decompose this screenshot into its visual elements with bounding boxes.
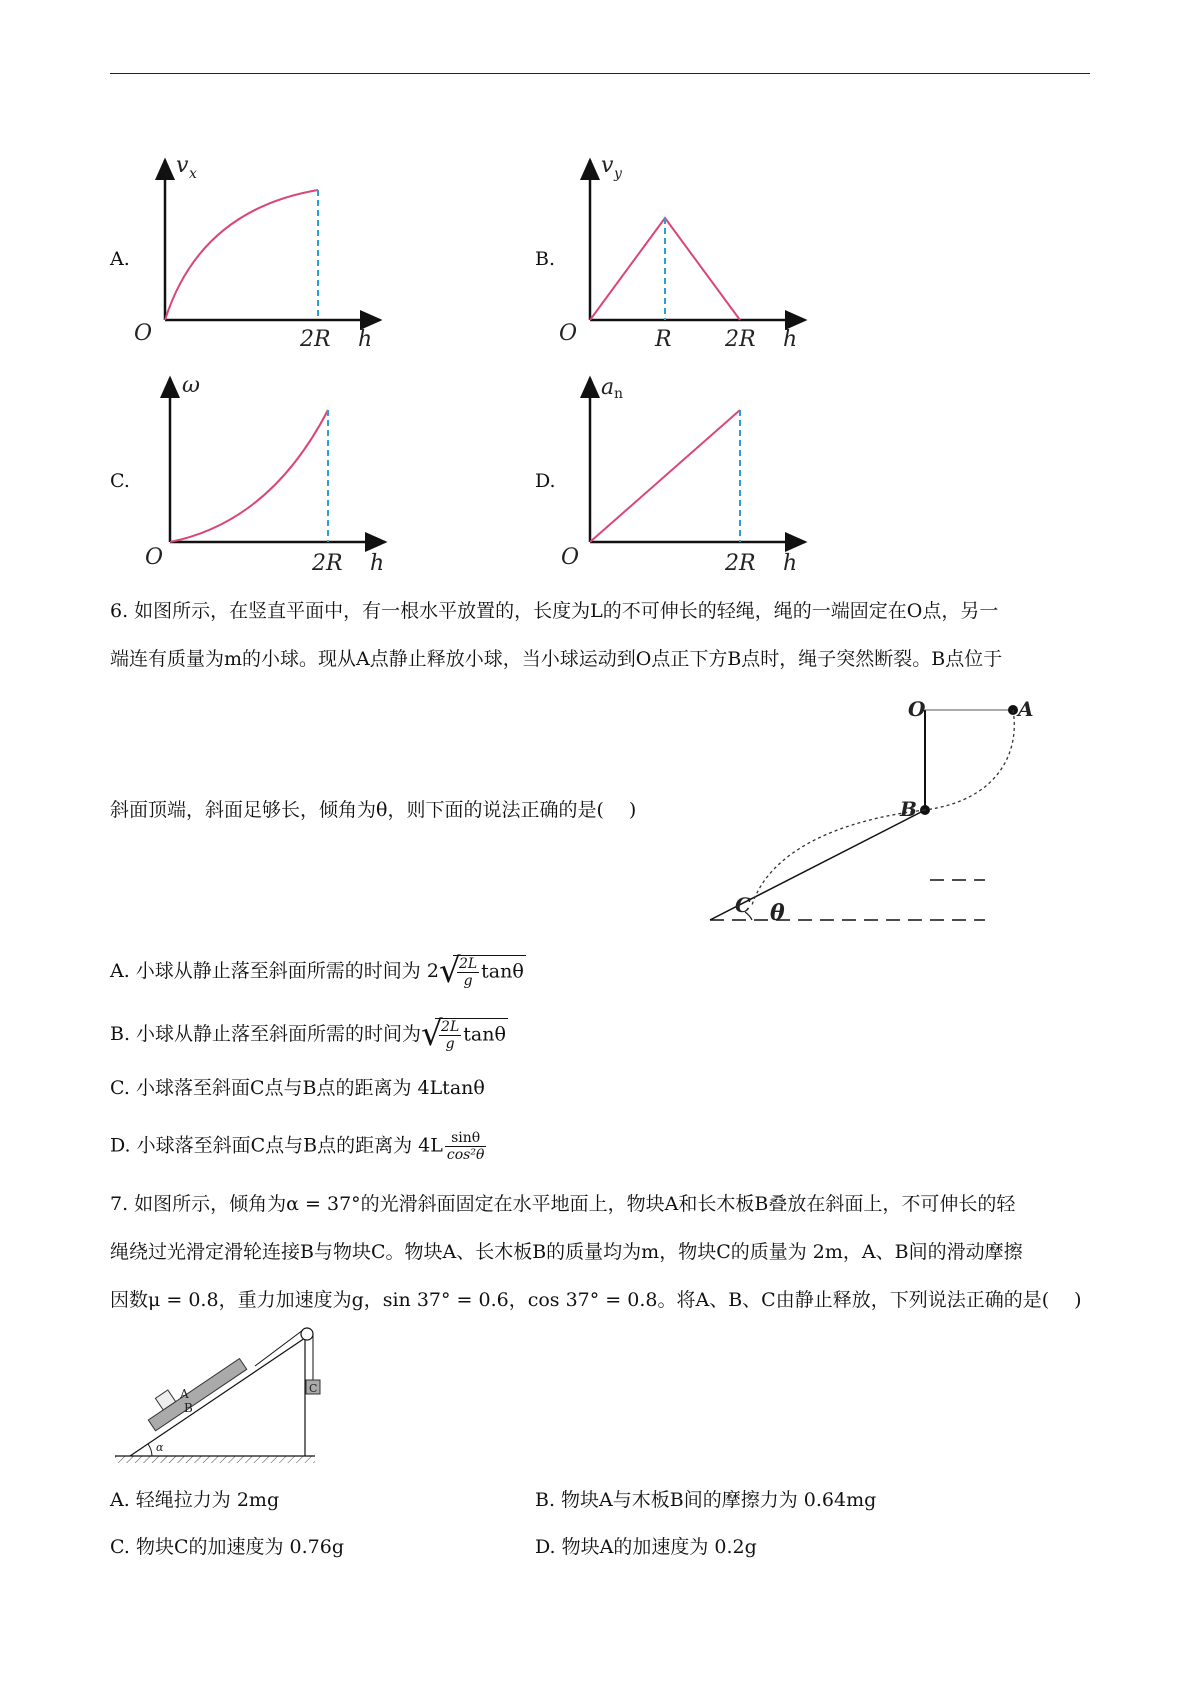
x-label: h	[783, 551, 798, 576]
xtick-r: R	[655, 327, 672, 352]
q7-option-a: A. 轻绳拉力为 2mg	[110, 1489, 280, 1511]
curve	[170, 410, 328, 542]
angle-arc	[148, 1444, 152, 1456]
xtick-2r: 2R	[725, 551, 756, 576]
q7-line1: 7. 如图所示，倾角为α = 37°的光滑斜面固定在水平地面上，物块A和长木板B叠放在斜面上，不可伸长的轻	[110, 1193, 1016, 1215]
graph-a	[134, 150, 400, 355]
origin-label: O	[559, 321, 578, 346]
rope-incline	[255, 1330, 303, 1366]
graph-d	[561, 372, 825, 577]
y-label: v	[601, 153, 614, 178]
graph-c	[140, 372, 400, 577]
q6-option-b: B. 小球从静止落至斜面所需的时间为 √ $\frac{2L}{g}$ tanθ	[110, 1014, 506, 1054]
q6-line1: 6. 如图所示，在竖直平面中，有一根水平放置的，长度为L的不可伸长的轻绳，绳的一端固定在O点，另一	[110, 600, 999, 622]
x-label: h	[358, 327, 373, 352]
graph-a-label: A.	[110, 248, 130, 270]
curve	[590, 410, 740, 542]
swing-path	[925, 710, 1014, 810]
label-theta: θ	[770, 900, 785, 926]
x-label: h	[370, 551, 385, 576]
origin-label: O	[145, 545, 164, 570]
graph-b	[559, 150, 825, 355]
label-b: B	[184, 1401, 193, 1415]
q7-line3: 因数μ = 0.8，重力加速度为g，sin 37° = 0.6，cos 37° = 0.8。将A、B、C由静止释放，下列说法正确的是( )	[110, 1289, 1082, 1311]
incline-slope	[130, 1338, 305, 1456]
y-sub: y	[614, 166, 622, 182]
q6-figure	[700, 690, 1034, 935]
q6-line3: 斜面顶端，斜面足够长，倾角为θ，则下面的说法正确的是( )	[110, 799, 637, 821]
label-a: A	[180, 1387, 189, 1401]
origin-label: O	[561, 545, 580, 570]
q7-option-c: C. 物块C的加速度为 0.76g	[110, 1536, 344, 1558]
graph-b-label: B.	[535, 248, 556, 270]
y-label: a	[601, 375, 615, 400]
ground-hatch	[115, 1456, 315, 1463]
label-b: B	[900, 797, 917, 821]
xtick-2r: 2R	[300, 327, 331, 352]
q7-option-d: D. 物块A的加速度为 0.2g	[535, 1536, 757, 1558]
graph-d-label: D.	[535, 470, 556, 492]
q7-line2: 绳绕过光滑定滑轮连接B与物块C。物块A、长木板B的质量均为m，物块C的质量为 2m，A、B间的滑动摩擦	[110, 1241, 1023, 1263]
y-sub: x	[189, 166, 197, 182]
q6-line2: 端连有质量为m的小球。现从A点静止释放小球，当小球运动到O点正下方B点时，绳子突然断裂。B点位于	[110, 648, 1003, 670]
projectile-path	[752, 810, 925, 905]
q6-option-c: C. 小球落至斜面C点与B点的距离为 4Ltanθ	[110, 1077, 485, 1099]
xtick-2r: 2R	[312, 551, 343, 576]
q6-option-a: A. 小球从静止落至斜面所需的时间为 2 √ $\frac{2L}{g}$ tanθ	[110, 951, 524, 991]
xtick-2r: 2R	[725, 327, 756, 352]
curve	[165, 190, 318, 320]
board-b	[140, 1347, 246, 1431]
label-alpha: α	[156, 1441, 164, 1454]
q7-figure	[110, 1318, 330, 1468]
x-label: h	[783, 327, 798, 352]
label-c: C	[309, 1382, 318, 1395]
y-label: v	[176, 153, 189, 178]
y-label: ω	[182, 373, 200, 398]
y-sub: n	[614, 386, 624, 402]
q7-option-b: B. 物块A与木板B间的摩擦力为 0.64mg	[535, 1489, 877, 1511]
graph-c-label: C.	[110, 470, 130, 492]
label-o: O	[908, 697, 926, 721]
label-a: A	[1018, 697, 1034, 721]
origin-label: O	[134, 321, 153, 346]
label-c: C	[735, 893, 751, 917]
header-rule	[110, 73, 1090, 74]
q6-option-d: D. 小球落至斜面C点与B点的距离为 4L $\frac{\sin\theta}{\text{cos²θ}}$	[110, 1130, 485, 1163]
